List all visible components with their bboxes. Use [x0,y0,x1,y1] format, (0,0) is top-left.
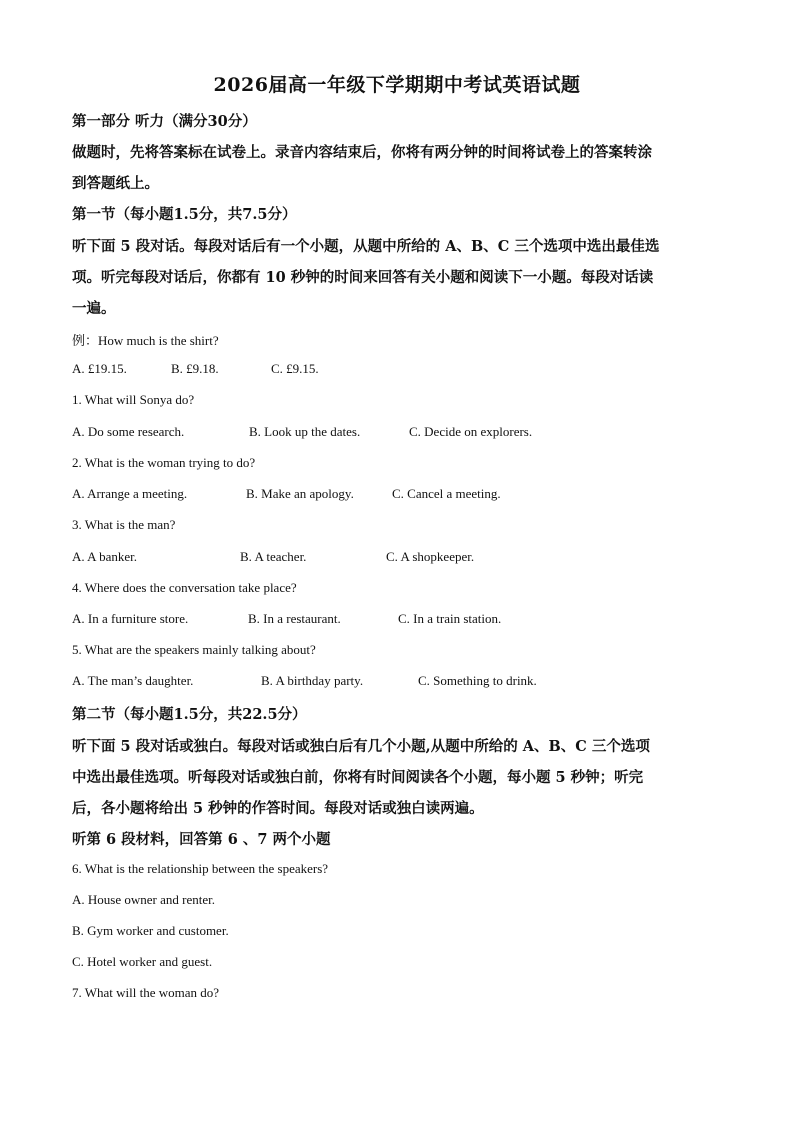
q2-option-c: C. Cancel a meeting. [392,486,501,501]
section2-instruction-2: 中选出最佳选项。听每段对话或独白前，你将有时间阅读各个小题，每小题 5 秒钟；听完 [72,769,644,786]
q1-option-b: B. Look up the dates. [249,424,361,439]
q6-option-a: A. House owner and renter. [72,892,215,907]
page-title: 2026届高一年级下学期期中考试英语试题 [213,74,581,96]
q3-option-b: B. A teacher. [240,549,307,564]
instruction-line-1: 做题时，先将答案标在试卷上。录音内容结束后，你将有两分钟的时间将试卷上的答案转涂 [72,144,652,161]
question-2: 2. What is the woman trying to do? [72,455,256,470]
part1-heading: 第一部分 听力（满分30分） [72,113,257,130]
section1-instruction-1: 听下面 5 段对话。每段对话后有一个小题，从题中所给的 A、B、C 三个选项中选出最佳选 [72,238,660,255]
example-question: 例：How much is the shirt? [72,333,219,348]
section2-instruction-1: 听下面 5 段对话或独白。每段对话或独白后有几个小题,从题中所给的 A、B、C 三个选项 [72,738,650,755]
section1-heading: 第一节（每小题1.5分，共7.5分） [72,206,297,223]
section2-instruction-3: 后，各小题将给出 5 秒钟的作答时间。每段对话或独白读两遍。 [72,800,484,817]
q1-option-a: A. Do some research. [72,424,185,439]
question-7: 7. What will the woman do? [72,985,220,1000]
example-option-a: A. £19.15. [72,361,127,376]
question-6: 6. What is the relationship between the speakers? [72,861,329,876]
q3-option-c: C. A shopkeeper. [386,549,475,564]
section1-instruction-2: 项。听完每段对话后，你都有 10 秒钟的时间来回答有关小题和阅读下一小题。每段对话读 [72,269,654,286]
instruction-line-2: 到答题纸上。 [72,175,159,192]
q2-option-a: A. Arrange a meeting. [72,486,188,501]
q5-option-c: C. Something to drink. [418,673,537,688]
q3-option-a: A. A banker. [72,549,137,564]
question-4: 4. Where does the conversation take place? [72,580,297,595]
section1-instruction-3: 一遍。 [72,300,116,317]
q6-option-c: C. Hotel worker and guest. [72,954,213,969]
example-option-c: C. £9.15. [271,361,319,376]
question-3: 3. What is the man? [72,517,176,532]
q2-option-b: B. Make an apology. [246,486,354,501]
q5-option-a: A. The man’s daughter. [72,673,194,688]
q5-option-b: B. A birthday party. [261,673,364,688]
q4-option-c: C. In a train station. [398,611,502,626]
question-1: 1. What will Sonya do? [72,392,195,407]
section2-heading: 第二节（每小题1.5分，共22.5分） [72,706,307,723]
q1-option-c: C. Decide on explorers. [409,424,533,439]
q4-option-a: A. In a furniture store. [72,611,189,626]
q4-option-b: B. In a restaurant. [248,611,341,626]
material-6-heading: 听第 6 段材料，回答第 6 、7 两个小题 [72,831,331,848]
question-5: 5. What are the speakers mainly talking about? [72,642,316,657]
q6-option-b: B. Gym worker and customer. [72,923,229,938]
example-option-b: B. £9.18. [171,361,219,376]
